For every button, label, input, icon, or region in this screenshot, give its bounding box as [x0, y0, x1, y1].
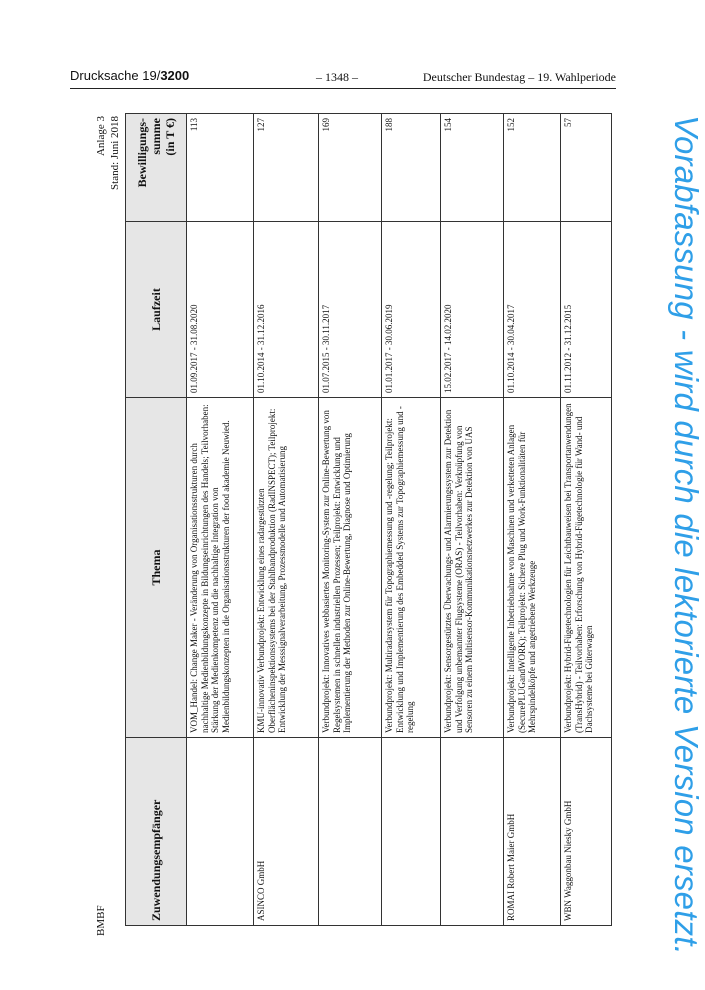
- ministry-label: BMBF: [95, 905, 107, 936]
- cell-topic: Verbundprojekt: Innovatives webbasiertes Monitoring-System zur Online-Bewertung von Regelsystemen in schnellen industriellen Prozessen; Teilprojekt: Entwicklung und Implementierung der Methoden zur Online-Bewertung, Diagnose und Optimierung: [319, 398, 382, 738]
- cell-recipient: [187, 738, 254, 926]
- header-period: Laufzeit: [126, 222, 187, 398]
- cell-topic: Verbundprojekt: Multiradarsystem für Topographiemessung und -regelung; Teilprojekt: Entwicklung und Implementierung des Embedded Systems zur Topographiemessung und -regelung: [382, 398, 441, 738]
- cell-amount: 169: [319, 114, 382, 222]
- table-row: [504, 114, 561, 926]
- document-number: [70, 68, 189, 83]
- table-row: [382, 114, 441, 926]
- header-amount: [126, 114, 187, 222]
- header-divider: [70, 88, 616, 89]
- cell-amount: 154: [441, 114, 504, 222]
- cell-period: 15.02.2017 - 14.02.2020: [441, 222, 504, 398]
- cell-amount: 188: [382, 114, 441, 222]
- header-topic: Thema: [126, 398, 187, 738]
- table-row: [561, 114, 612, 926]
- annex-label: Anlage 3: [95, 116, 107, 157]
- cell-period: 01.10.2014 - 30.04.2017: [504, 222, 561, 398]
- document-number-prefix: Drucksache 19/: [70, 68, 161, 83]
- cell-amount: 127: [254, 114, 319, 222]
- institution: Deutscher Bundestag – 19. Wahlperiode: [422, 70, 616, 84]
- cell-period: 01.09.2017 - 31.08.2020: [187, 222, 254, 398]
- cell-topic: KMU-innovativ Verbundprojekt: Entwicklung eines radargestützten Oberflächeninspektionssystems bei der Stahlbandproduktion (RadINSPECT); Teilprojekt: Entwicklung der Messsignalverarbeitung, Prozessmodelle und Automatisierung: [254, 398, 319, 738]
- page-number: – 1348 –: [316, 70, 358, 84]
- rotated-page-content: [95, 114, 613, 936]
- cell-recipient: [382, 738, 441, 926]
- table-row: [187, 114, 254, 926]
- cell-topic: Verbundprojekt: Sensorgestütztes Überwachungs- und Alarmierungssystem zur Detektion und Verfolgung unbemannter Flugsysteme (ORAS) - Teilvorhaben: Verknüpfung von Sensoren zu einem Multisensor-Kommunikationsnetzwerkes zur Detektion von UAS: [441, 398, 504, 738]
- cell-recipient: ASINCO GmbH: [254, 738, 319, 926]
- grants-table: [125, 113, 612, 926]
- table-row: [254, 114, 319, 926]
- cell-recipient: ROMAI Robert Maier GmbH: [504, 738, 561, 926]
- cell-topic: Verbundprojekt: Hybrid-Fügetechnologien für Leichtbauweisen bei Transportanwendungen (TransHybrid) - Teilvorhaben: Erforschung von Hybrid-Fügetechnologie für Wand- und Dachsysteme bei Güterwagen: [561, 398, 612, 738]
- table-header-row: [126, 114, 187, 926]
- header-recipient: Zuwendungsempfänger: [126, 738, 187, 926]
- table-row: [319, 114, 382, 926]
- document-number-value: 3200: [160, 68, 190, 83]
- cell-amount: 113: [187, 114, 254, 222]
- draft-watermark: Vorabfassung - wird durch die lektorierte Version ersetzt.: [668, 115, 705, 956]
- cell-amount: 152: [504, 114, 561, 222]
- status-date: Stand: Juni 2018: [109, 116, 121, 190]
- cell-amount: 57: [561, 114, 612, 222]
- cell-period: 01.11.2012 - 31.12.2015: [561, 222, 612, 398]
- header-amount-line3: (in T €): [163, 118, 177, 156]
- cell-recipient: [319, 738, 382, 926]
- cell-period: 01.10.2014 - 31.12.2016: [254, 222, 319, 398]
- cell-recipient: [441, 738, 504, 926]
- header-amount-line2: summe: [149, 118, 163, 155]
- cell-period: 01.01.2017 - 30.06.2019: [382, 222, 441, 398]
- cell-recipient: WBN Waggonbau Niesky GmbH: [561, 738, 612, 926]
- table-row: [441, 114, 504, 926]
- cell-topic: VOM_Handel: Change Maker - Veränderung von Organisationsstrukturen durch nachhaltige Medienbildungskonzepte in Bildungseinrichtungen des Handels; Teilvorhaben: Stärkung der Medienkompetenz und die nachhaltige Integration von Medienbildungskonzepten in die Organisationsstrukturen der food akademie Neuwied.: [187, 398, 254, 738]
- cell-topic: Verbundprojekt: Intelligente Inbetriebnahme von Maschinen und verketteten Anlagen (SecurePLUGandWORK); Teilprojekt: Sichere Plug und Work-Funktionalitäten für Mehrspindelköpfe und angetriebene Werkzeuge: [504, 398, 561, 738]
- header-amount-line1: Bewilligungs-: [135, 118, 149, 188]
- cell-period: 01.07.2015 - 30.11.2017: [319, 222, 382, 398]
